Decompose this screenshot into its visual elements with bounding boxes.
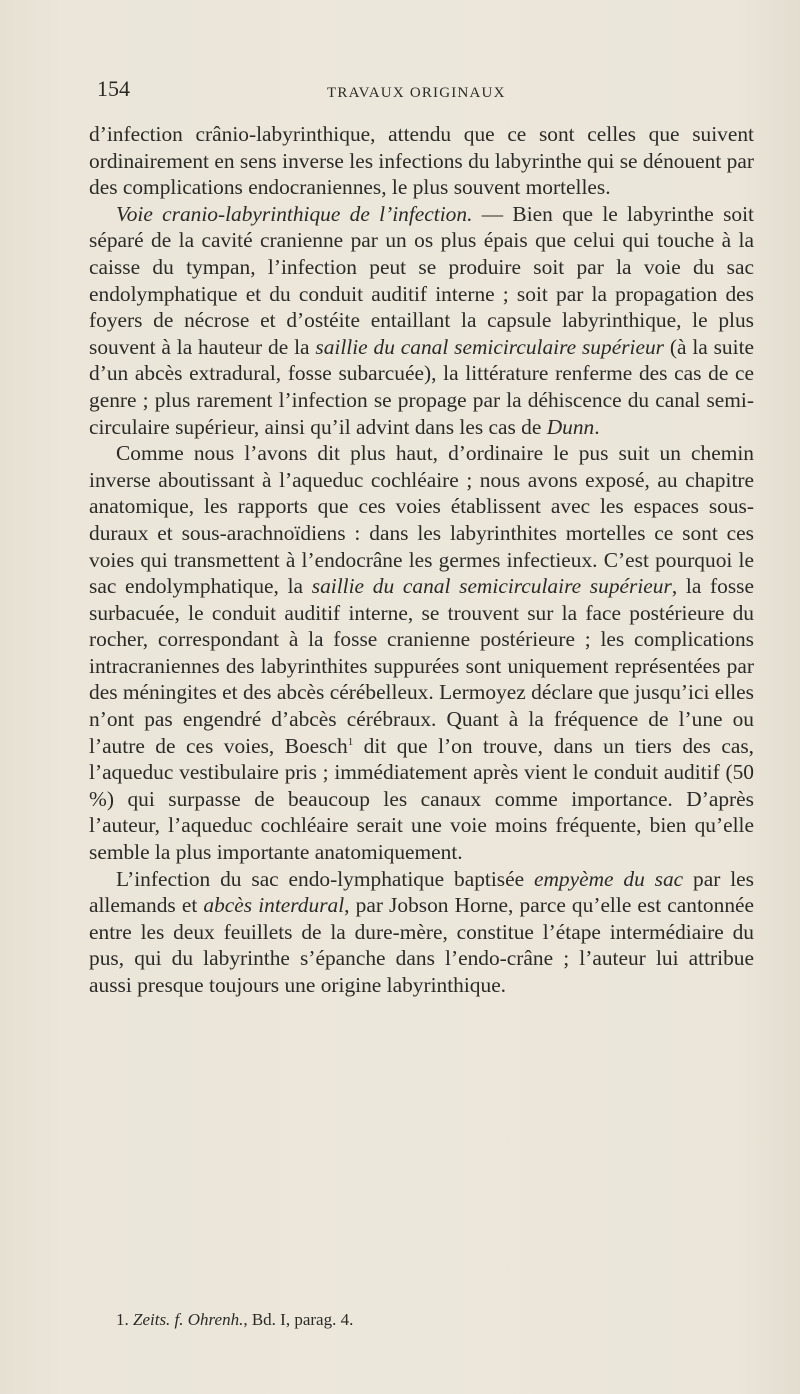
footnote-number: 1. [116,1310,129,1329]
paragraph-3-text-a: Comme nous l’avons dit plus haut, d’ordinaire le pus suit un chemin inverse aboutissant à l’aqueduc cochléaire ; nous avons exposé, au chapitre anatomique, les rapports que ces voies établissent avec les espaces sous-duraux et sous-arachnoïdiens : dans les labyrinthites mortelles ce sont ces voies qui transmettent à l’endocrâne les germes infectieux. C’est pourquoi le sac endolymphatique, la [89,441,754,599]
paragraph-2-emphasis-2: Dunn [546,414,595,439]
paragraph-3 [89,440,754,866]
running-title: TRAVAUX ORIGINAUX [327,85,506,101]
page-number: 154 [97,76,130,101]
paragraph-4 [89,866,754,999]
body-text [89,121,754,999]
paragraph-4-text-b: par les allemands et [89,866,754,918]
paragraph-3-text-b: , la fosse surbacuée, le conduit auditif interne, se trouvent sur la face postérieure du rocher, correspondant à la fosse cranienne postérieure ; les complications intracraniennes des labyrinthites suppurées sont uniquement représentées par des méningites et des abcès cérébelleux. Lermoyez déclare que jusqu’ici elles n’ont pas engendré d’abcès cérébraux. Quant à la fréquence de l’une ou l’autre de ces voies, Boesch [89,574,754,758]
paragraph-4-text-c: , par Jobson Horne, parce qu’elle est cantonnée entre les deux feuillets de la dure-mère, constitue l’étape intermédiaire du pus, qui du labyrinthe s’épanche dans l’endo-crâne ; l’auteur lui attribue aussi presque toujours une origine labyrinthique. [89,893,754,997]
paragraph-2-emphasis-1: saillie du canal semicirculaire supérieur [315,334,664,359]
paragraph-2-text-a: — Bien que le labyrinthe soit séparé de la cavité cranienne par un os plus épais que celui qui touche à la caisse du tympan, l’infection peut se produire soit par la voie du sac endolymphatique et du conduit auditif interne ; soit par la propagation des foyers de nécrose et d’ostéite entaillant la capsule labyrinthique, le plus souvent à la hauteur de la [89,201,754,359]
section-heading: Voie cranio-labyrinthique de l’infection. [116,201,473,226]
footnote-ref: 1 [347,735,354,748]
footnote [116,1309,756,1331]
paragraph-2 [89,201,754,440]
footnote-detail: , Bd. I, parag. 4. [243,1310,354,1329]
paragraph-1 [89,121,754,201]
page-header [97,76,753,106]
paragraph-4-emphasis-2: abcès interdural [203,893,345,918]
paragraph-2-text-b: (à la suite d’un abcès extradural, fosse subarcuée), la littérature renferme des cas de ce genre ; plus rarement l’infection se propage par la déhiscence du canal semi-circulaire supérieur, ainsi qu’il advint dans les cas de [89,334,755,439]
paragraph-1-text: d’infection crânio-labyrinthique, attendu que ce sont celles que suivent ordinairement en sens inverse les infections du labyrinthe qui se dénouent par des complications endocraniennes, le plus souvent mortelles. [89,122,754,200]
paragraph-4-emphasis-1: empyème du sac [533,866,684,891]
paragraph-3-emphasis-1: saillie du canal semicirculaire supérieur [311,574,672,599]
paragraph-4-text-a: L’infection du sac endo-lymphatique baptisée [116,866,534,891]
footnote-source: Zeits. f. Ohrenh. [133,1310,244,1329]
paragraph-3-text-c: dit que l’on trouve, dans un tiers des cas, l’aqueduc vestibulaire pris ; immédiatement après vient le conduit auditif (50 %) qui surpasse de beaucoup les canaux comme importance. D’après l’auteur, l’aqueduc cochléaire serait une voie moins fréquente, bien qu’elle semble la plus importante anatomiquement. [89,733,754,865]
paragraph-2-text-c: . [594,414,600,439]
